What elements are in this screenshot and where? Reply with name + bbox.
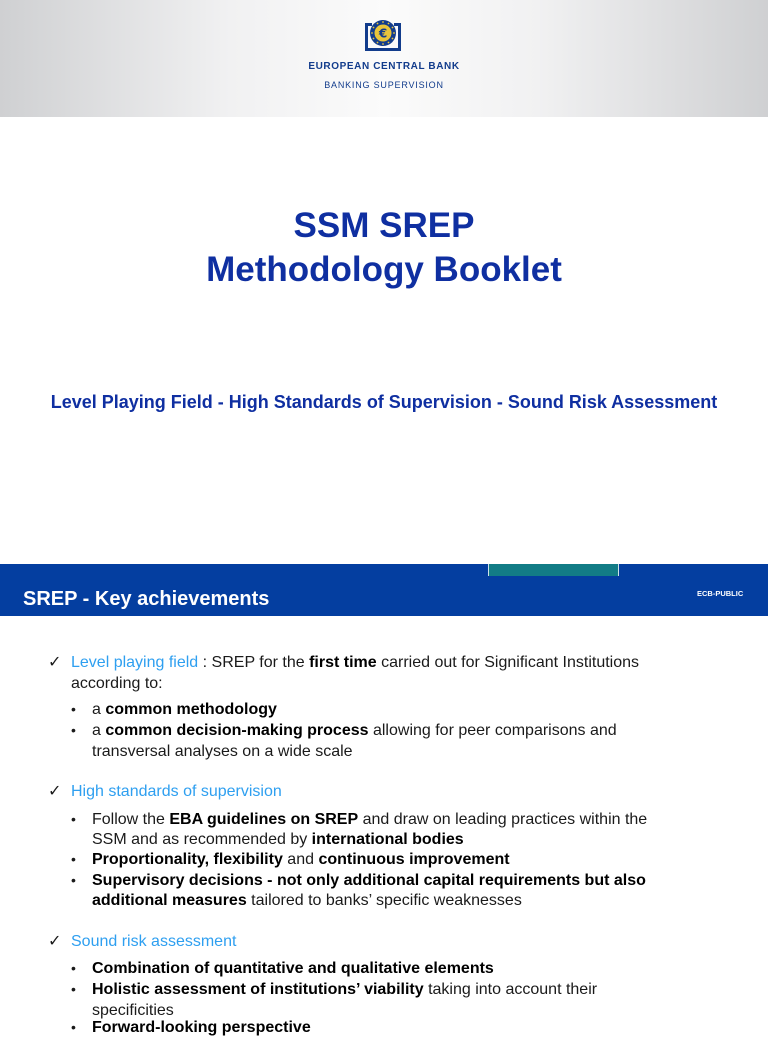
bullet-icon: • [71,960,76,976]
bullet-item: Supervisory decisions - not only additional capital requirements but also [92,872,646,889]
bullet-item: Holistic assessment of institutions’ viability taking into account their [92,981,598,998]
bullet-icon: • [71,851,76,867]
cover-title-line1: SSM SREP [293,206,475,245]
bullet-item-continuation: SSM and as recommended by international bodies [92,831,464,848]
section1-line1: Level playing field : SREP for the first time carried out for Significant Institutions [71,654,640,671]
bullet-item-cut-off: Forward-looking perspective [92,1019,311,1036]
bullet-icon: • [71,981,76,997]
logo-subtitle: BANKING SUPERVISION [324,80,444,90]
header-accent-tab [489,564,619,576]
svg-text:€: € [378,26,388,41]
slide-title: SREP - Key achievements [23,588,270,610]
section1-line2: according to: [71,675,163,692]
section-heading: Level playing field [71,654,199,671]
bullet-item: Proportionality, flexibility and continuous improvement [92,851,510,868]
bullet-icon: • [71,701,76,717]
header-accent-tab-edge [618,564,619,576]
bullet-icon: • [71,811,76,827]
bullet-item-continuation: specificities [92,1002,174,1019]
bullet-item: a common methodology [92,701,277,718]
bullet-item: Combination of quantitative and qualitative elements [92,960,494,977]
cover-title-line2: Methodology Booklet [206,250,562,289]
cover-subtitle: Level Playing Field - High Standards of Supervision - Sound Risk Assessment [50,392,718,412]
section2-heading: High standards of supervision [71,783,282,800]
bullet-item: Follow the EBA guidelines on SREP and draw on leading practices within the [92,811,648,828]
classification-tag: ECB-PUBLIC [697,589,744,598]
bullet-icon: • [71,722,76,738]
checkmark-icon: ✓ [48,654,62,671]
logo-title: EUROPEAN CENTRAL BANK [308,61,460,72]
bullet-item: a common decision-making process allowing for peer comparisons and [92,722,617,739]
checkmark-icon: ✓ [48,783,62,800]
bullet-icon: • [71,872,76,888]
bullet-item-continuation: transversal analyses on a wide scale [92,743,353,760]
checkmark-icon: ✓ [48,933,62,950]
bullet-icon: • [71,1019,76,1035]
header-accent-tab-edge [488,564,489,576]
section3-heading: Sound risk assessment [71,933,237,950]
ecb-euro-emblem-icon [363,18,403,53]
bullet-item-continuation: additional measures tailored to banks’ specific weaknesses [92,892,522,909]
